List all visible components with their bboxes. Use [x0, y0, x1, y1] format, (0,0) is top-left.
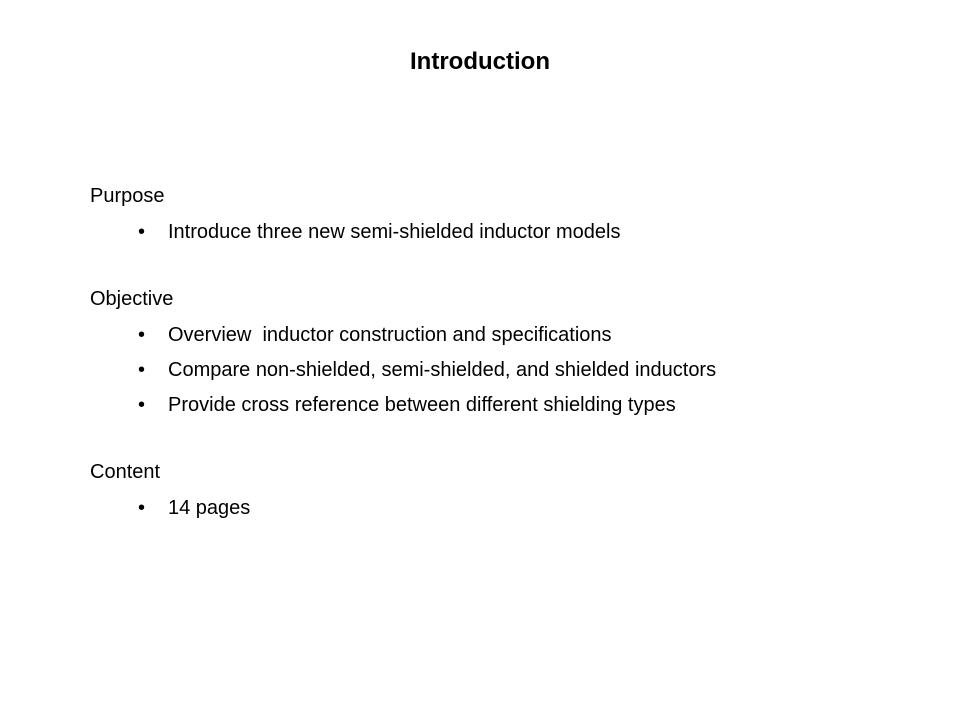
bullet-text: Compare non-shielded, semi-shielded, and shielded inductors	[168, 359, 717, 381]
bullet-icon: •	[138, 497, 146, 519]
section-content	[90, 456, 910, 526]
bullet-item	[90, 491, 910, 526]
bullet-icon: •	[138, 394, 146, 416]
bullet-list	[90, 215, 910, 250]
bullet-list	[90, 491, 910, 526]
bullet-text: Provide cross reference between different shielding types	[168, 394, 676, 416]
bullet-icon: •	[138, 359, 146, 381]
bullet-list	[90, 318, 910, 423]
bullet-item	[90, 215, 910, 250]
slide-content	[90, 180, 910, 559]
slide-title: Introduction	[410, 48, 550, 75]
section-heading: Purpose	[90, 185, 165, 207]
bullet-text: 14 pages	[168, 497, 251, 519]
bullet-item	[90, 353, 910, 388]
section-purpose	[90, 180, 910, 250]
bullet-item	[90, 318, 910, 353]
section-heading: Content	[90, 461, 161, 483]
bullet-text: Overview inductor construction and specifications	[168, 324, 612, 346]
bullet-text: Introduce three new semi-shielded inductor models	[168, 221, 621, 243]
section-heading: Objective	[90, 288, 174, 310]
section-objective	[90, 283, 910, 423]
bullet-item	[90, 388, 910, 423]
bullet-icon: •	[138, 324, 146, 346]
bullet-icon: •	[138, 221, 146, 243]
